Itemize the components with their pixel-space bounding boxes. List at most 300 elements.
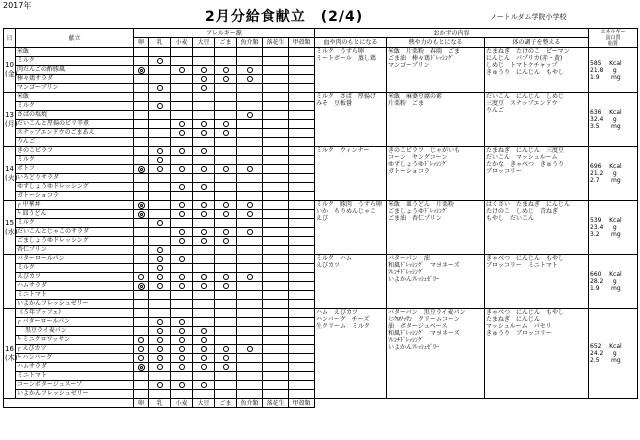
allergen-cell bbox=[134, 111, 149, 120]
allergen-cell bbox=[289, 192, 315, 201]
allergen-cell bbox=[263, 309, 289, 318]
allergen-cell bbox=[289, 120, 315, 129]
allergen-cell bbox=[237, 300, 263, 309]
ingredients-group-header: おかずの内容 bbox=[315, 29, 589, 38]
green-ingredients: たまねぎ たけのこ ピーマン にんじん パプリカ(赤・黄) しめじ トマトケチャップ きゅうり にんじん もやし bbox=[485, 48, 589, 93]
menu-item: ミルク bbox=[16, 102, 134, 111]
green-ingredients: きゃべつ にんじん もやし ブロッコリー ミニトマト bbox=[485, 255, 589, 309]
allergen-cell bbox=[289, 93, 315, 102]
allergen-cell bbox=[263, 372, 289, 381]
allergen-cell bbox=[215, 165, 237, 174]
allergen-cell bbox=[289, 381, 315, 390]
allergen-cell bbox=[289, 57, 315, 66]
menu-item: ごましょうゆドレッシング bbox=[16, 237, 134, 246]
allergen-cell bbox=[149, 309, 171, 318]
day-col-header: 日 bbox=[4, 29, 16, 48]
menu-item: ハムサラダ bbox=[16, 282, 134, 291]
circle-mark bbox=[179, 337, 185, 343]
allergen-cell bbox=[149, 102, 171, 111]
allergen-cell bbox=[193, 300, 215, 309]
menu-item: ゆずしょうゆドレッシング bbox=[16, 183, 134, 192]
circle-mark bbox=[157, 319, 163, 325]
yellow-ingredients: 米飯 皿うどん 片栗粉 ごましょうゆﾄﾞﾚｯｼﾝｸﾞ ごま油 杏仁プリン bbox=[387, 201, 485, 255]
circle-mark bbox=[179, 166, 185, 172]
circle-mark bbox=[157, 103, 163, 109]
allergen-header: 大豆 bbox=[193, 38, 215, 48]
allergen-cell bbox=[193, 282, 215, 291]
circle-mark bbox=[179, 238, 185, 244]
circle-mark bbox=[201, 166, 207, 172]
allergen-cell bbox=[134, 84, 149, 93]
circle-mark bbox=[157, 274, 163, 280]
allergen-cell bbox=[149, 381, 171, 390]
menu-item: ┌ 中華丼 bbox=[16, 201, 134, 210]
double-circle-mark bbox=[138, 211, 145, 218]
day-cell bbox=[4, 255, 16, 309]
allergen-cell bbox=[237, 327, 263, 336]
red-col-header: 血や肉のもとになる bbox=[315, 38, 387, 48]
circle-mark bbox=[223, 229, 229, 235]
circle-mark bbox=[201, 346, 207, 352]
allergen-cell bbox=[149, 174, 171, 183]
allergen-cell bbox=[171, 102, 193, 111]
circle-mark bbox=[201, 328, 207, 334]
circle-mark bbox=[157, 337, 163, 343]
circle-mark bbox=[201, 85, 207, 91]
allergen-cell bbox=[149, 111, 171, 120]
allergen-cell bbox=[193, 336, 215, 345]
allergen-cell bbox=[289, 75, 315, 84]
circle-mark bbox=[157, 157, 163, 163]
allergen-cell bbox=[149, 237, 171, 246]
allergen-cell bbox=[237, 246, 263, 255]
circle-mark bbox=[223, 130, 229, 136]
circle-mark bbox=[138, 355, 144, 361]
allergen-cell bbox=[134, 138, 149, 147]
allergen-cell bbox=[237, 219, 263, 228]
menu-item: └ ミニクロワッサン bbox=[16, 336, 134, 345]
yellow-ingredients: バターパン 黒豆ライ麦パン ﾐﾆｸﾛﾜｯｻﾝ クリームコーン 油 ポタージュベース 和風ﾄﾞﾚｯｼﾝｸﾞ マヨネーズ ﾌﾚﾝﾁﾄﾞﾚｯｼﾝｸﾞ いよかんﾌﾚｯｼｭｾﾞﾘｰ bbox=[387, 309, 485, 399]
allergen-cell bbox=[171, 75, 193, 84]
allergen-cell bbox=[193, 237, 215, 246]
allergen-cell bbox=[215, 273, 237, 282]
allergen-cell bbox=[237, 102, 263, 111]
allergen-footer: ごま bbox=[215, 399, 237, 408]
circle-mark bbox=[223, 67, 229, 73]
allergen-cell bbox=[193, 264, 215, 273]
allergen-cell bbox=[215, 48, 237, 57]
allergen-cell bbox=[149, 75, 171, 84]
allergen-cell bbox=[149, 390, 171, 399]
allergen-cell bbox=[289, 183, 315, 192]
circle-mark bbox=[223, 274, 229, 280]
allergen-cell bbox=[134, 300, 149, 309]
allergen-cell bbox=[215, 111, 237, 120]
green-ingredients: きゃべつ にんじん もやし たまねぎ にんじん マッシュルーム パセリ きゅうり ブロッコリー bbox=[485, 309, 589, 399]
allergen-cell bbox=[149, 219, 171, 228]
allergen-cell bbox=[193, 381, 215, 390]
allergen-cell bbox=[193, 354, 215, 363]
allergen-cell bbox=[134, 246, 149, 255]
allergen-cell bbox=[263, 48, 289, 57]
allergen-cell bbox=[237, 210, 263, 219]
menu-item: ミルク bbox=[16, 57, 134, 66]
allergen-cell bbox=[149, 282, 171, 291]
allergen-cell bbox=[134, 381, 149, 390]
day-cell: 15 (水) bbox=[4, 201, 16, 255]
allergen-cell bbox=[193, 255, 215, 264]
allergen-cell bbox=[149, 372, 171, 381]
allergen-cell bbox=[263, 354, 289, 363]
allergen-cell bbox=[193, 138, 215, 147]
allergen-cell bbox=[289, 327, 315, 336]
allergen-cell bbox=[134, 282, 149, 291]
allergen-cell bbox=[193, 210, 215, 219]
allergen-cell bbox=[215, 210, 237, 219]
allergen-cell bbox=[289, 318, 315, 327]
menu-table bbox=[3, 28, 638, 408]
allergen-cell bbox=[237, 273, 263, 282]
allergen-cell bbox=[263, 390, 289, 399]
allergen-cell bbox=[171, 192, 193, 201]
menu-item: ┌ バターロールパン bbox=[16, 318, 134, 327]
circle-mark bbox=[179, 202, 185, 208]
school-name: ノートルダム学院小学校 bbox=[490, 13, 567, 21]
circle-mark bbox=[179, 229, 185, 235]
allergen-header: 落花生 bbox=[263, 38, 289, 48]
circle-mark bbox=[201, 355, 207, 361]
allergen-footer: 落花生 bbox=[263, 399, 289, 408]
allergen-cell bbox=[289, 156, 315, 165]
allergen-cell bbox=[289, 129, 315, 138]
year-label: 2017年 bbox=[3, 1, 32, 10]
allergen-cell bbox=[134, 201, 149, 210]
allergen-cell bbox=[149, 354, 171, 363]
menu-item: いよかんフレッシュゼリー bbox=[16, 390, 134, 399]
allergen-cell bbox=[215, 219, 237, 228]
allergen-footer: 乳 bbox=[149, 399, 171, 408]
allergen-cell bbox=[171, 309, 193, 318]
allergen-cell bbox=[289, 309, 315, 318]
allergen-cell bbox=[134, 75, 149, 84]
allergen-cell bbox=[149, 120, 171, 129]
allergen-cell bbox=[289, 165, 315, 174]
circle-mark bbox=[157, 247, 163, 253]
allergen-cell bbox=[134, 372, 149, 381]
allergen-cell bbox=[237, 363, 263, 372]
circle-mark bbox=[247, 76, 253, 82]
circle-mark bbox=[157, 265, 163, 271]
allergen-cell bbox=[193, 309, 215, 318]
circle-mark bbox=[223, 76, 229, 82]
allergen-cell bbox=[149, 201, 171, 210]
allergen-cell bbox=[149, 210, 171, 219]
menu-item: 米飯 bbox=[16, 93, 134, 102]
allergen-cell bbox=[171, 273, 193, 282]
allergen-cell bbox=[263, 291, 289, 300]
allergen-cell bbox=[289, 282, 315, 291]
nutrition-values: 539 Kcal 23.4 g 3.2 mg bbox=[589, 201, 638, 255]
allergen-cell bbox=[237, 345, 263, 354]
allergen-cell bbox=[134, 264, 149, 273]
allergen-cell bbox=[171, 372, 193, 381]
double-circle-mark bbox=[138, 202, 145, 209]
allergen-cell bbox=[289, 174, 315, 183]
allergen-cell bbox=[171, 237, 193, 246]
day-cell: 10 (金) bbox=[4, 48, 16, 93]
circle-mark bbox=[201, 130, 207, 136]
allergen-cell bbox=[193, 111, 215, 120]
allergen-cell bbox=[193, 273, 215, 282]
menu-item: きのこピラフ bbox=[16, 147, 134, 156]
allergen-cell bbox=[289, 372, 315, 381]
allergen-cell bbox=[134, 156, 149, 165]
day-cell: 14 (火) bbox=[4, 147, 16, 201]
allergen-cell bbox=[149, 156, 171, 165]
menu-item: ミルク bbox=[16, 219, 134, 228]
allergen-cell bbox=[134, 237, 149, 246]
allergen-cell bbox=[193, 165, 215, 174]
allergen-cell bbox=[237, 48, 263, 57]
allergen-cell bbox=[215, 300, 237, 309]
menu-item: スナップエンドウのごまあえ bbox=[16, 129, 134, 138]
menu-item: 《５年ブッフェ》 bbox=[16, 309, 134, 318]
menu-item: ミルク bbox=[16, 264, 134, 273]
allergen-cell bbox=[193, 390, 215, 399]
allergen-cell bbox=[193, 327, 215, 336]
allergy-group-header: アレルギー源 bbox=[134, 29, 315, 38]
circle-mark bbox=[179, 346, 185, 352]
table-row bbox=[4, 309, 638, 318]
allergen-cell bbox=[171, 48, 193, 57]
footer-row bbox=[4, 399, 638, 408]
circle-mark bbox=[179, 148, 185, 154]
allergen-cell bbox=[171, 93, 193, 102]
allergen-cell bbox=[215, 147, 237, 156]
allergen-cell bbox=[237, 237, 263, 246]
circle-mark bbox=[223, 166, 229, 172]
allergen-header: 甲殻類 bbox=[289, 38, 315, 48]
allergen-cell bbox=[134, 291, 149, 300]
menu-item: ┌ えびカツ bbox=[16, 345, 134, 354]
menu-item: えびカツ bbox=[16, 273, 134, 282]
circle-mark bbox=[157, 346, 163, 352]
allergen-cell bbox=[215, 345, 237, 354]
allergen-cell bbox=[289, 345, 315, 354]
menu-item: ハムサラダ bbox=[16, 363, 134, 372]
table-row bbox=[4, 201, 638, 210]
allergen-footer: 卵 bbox=[134, 399, 149, 408]
circle-mark bbox=[247, 202, 253, 208]
allergen-cell bbox=[289, 84, 315, 93]
allergen-cell bbox=[149, 93, 171, 102]
circle-mark bbox=[179, 283, 185, 289]
allergen-cell bbox=[237, 165, 263, 174]
allergen-cell bbox=[289, 390, 315, 399]
allergen-header: ごま bbox=[215, 38, 237, 48]
circle-mark bbox=[157, 220, 163, 226]
green-col-header: 体の調子を整える bbox=[485, 38, 589, 48]
allergen-cell bbox=[215, 120, 237, 129]
table-row bbox=[4, 147, 638, 156]
circle-mark bbox=[223, 346, 229, 352]
allergen-cell bbox=[193, 174, 215, 183]
allergen-cell bbox=[193, 93, 215, 102]
allergen-cell bbox=[263, 75, 289, 84]
circle-mark bbox=[247, 211, 253, 217]
allergen-cell bbox=[215, 363, 237, 372]
allergen-cell bbox=[237, 111, 263, 120]
allergen-cell bbox=[134, 318, 149, 327]
allergen-cell bbox=[134, 390, 149, 399]
allergen-cell bbox=[134, 129, 149, 138]
allergen-cell bbox=[134, 327, 149, 336]
allergen-footer: 大豆 bbox=[193, 399, 215, 408]
allergen-cell bbox=[149, 183, 171, 192]
allergen-cell bbox=[263, 237, 289, 246]
circle-mark bbox=[201, 382, 207, 388]
allergen-cell bbox=[149, 192, 171, 201]
allergen-cell bbox=[134, 345, 149, 354]
menu-item: いよかんフレッシュゼリー bbox=[16, 300, 134, 309]
allergen-cell bbox=[193, 318, 215, 327]
circle-mark bbox=[179, 67, 185, 73]
menu-item: ミニトマト bbox=[16, 291, 134, 300]
circle-mark bbox=[138, 337, 144, 343]
allergen-cell bbox=[263, 120, 289, 129]
menu-item: いろどりサラダ bbox=[16, 174, 134, 183]
circle-mark bbox=[201, 148, 207, 154]
allergen-cell bbox=[134, 57, 149, 66]
allergen-cell bbox=[215, 138, 237, 147]
allergen-cell bbox=[171, 201, 193, 210]
red-ingredients: ミルク ハム えびカツ bbox=[315, 255, 387, 309]
allergen-cell bbox=[149, 300, 171, 309]
circle-mark bbox=[179, 256, 185, 262]
table-row bbox=[4, 255, 638, 264]
allergen-cell bbox=[149, 138, 171, 147]
allergen-cell bbox=[171, 318, 193, 327]
allergen-cell bbox=[263, 111, 289, 120]
allergen-cell bbox=[149, 246, 171, 255]
allergen-cell bbox=[289, 237, 315, 246]
allergen-cell bbox=[215, 372, 237, 381]
menu-item: だいこんとじゃこのサラダ bbox=[16, 228, 134, 237]
green-ingredients: はくさい たまねぎ にんじん たけのこ しめじ 青ねぎ もやし だいこん bbox=[485, 201, 589, 255]
allergen-header: 卵 bbox=[134, 38, 149, 48]
allergen-cell bbox=[263, 84, 289, 93]
allergen-cell bbox=[289, 48, 315, 57]
allergen-cell bbox=[237, 120, 263, 129]
menu-item: さばの塩焼 bbox=[16, 111, 134, 120]
circle-mark bbox=[157, 166, 163, 172]
nutrition-values: 585 Kcal 21.8 g 1.9 mg bbox=[589, 48, 638, 93]
circle-mark bbox=[157, 328, 163, 334]
allergen-cell bbox=[215, 291, 237, 300]
allergen-cell bbox=[263, 147, 289, 156]
allergen-cell bbox=[237, 75, 263, 84]
allergen-cell bbox=[263, 210, 289, 219]
allergen-cell bbox=[237, 66, 263, 75]
allergen-cell bbox=[193, 345, 215, 354]
circle-mark bbox=[179, 355, 185, 361]
yellow-ingredients: 米飯 片栗粉 春雨 ごま ごま油 棒々鶏ﾄﾞﾚｯｼﾝｸﾞ マンゴープリン bbox=[387, 48, 485, 93]
circle-mark bbox=[247, 67, 253, 73]
allergen-cell bbox=[193, 363, 215, 372]
allergen-cell bbox=[263, 381, 289, 390]
menu-item: 黒豆ライ麦パン bbox=[16, 327, 134, 336]
allergen-cell bbox=[149, 264, 171, 273]
allergen-cell bbox=[171, 327, 193, 336]
allergen-cell bbox=[193, 129, 215, 138]
allergen-cell bbox=[134, 255, 149, 264]
nutrition-values: 652 Kcal 24.2 g 2.5 mg bbox=[589, 309, 638, 399]
allergen-cell bbox=[171, 57, 193, 66]
circle-mark bbox=[201, 211, 207, 217]
allergen-cell bbox=[134, 363, 149, 372]
allergen-header: 乳 bbox=[149, 38, 171, 48]
allergen-cell bbox=[134, 228, 149, 237]
footer-blank bbox=[4, 399, 134, 408]
table-row bbox=[4, 93, 638, 102]
allergen-cell bbox=[263, 246, 289, 255]
allergen-cell bbox=[171, 345, 193, 354]
menu-item: 杏仁プリン bbox=[16, 246, 134, 255]
allergen-cell bbox=[171, 129, 193, 138]
allergen-cell bbox=[215, 75, 237, 84]
red-ingredients: ミルク ウィンナー bbox=[315, 147, 387, 201]
circle-mark bbox=[201, 202, 207, 208]
allergen-cell bbox=[149, 318, 171, 327]
allergen-cell bbox=[215, 57, 237, 66]
circle-mark bbox=[179, 211, 185, 217]
allergen-cell bbox=[134, 192, 149, 201]
circle-mark bbox=[179, 130, 185, 136]
allergen-cell bbox=[263, 300, 289, 309]
allergen-cell bbox=[215, 318, 237, 327]
day-cell: 16 (木) bbox=[4, 309, 16, 399]
menu-item: コーンポタージュスープ bbox=[16, 381, 134, 390]
allergen-cell bbox=[171, 390, 193, 399]
nutrition-header: エネルギー 蛋白質 脂質 bbox=[589, 29, 638, 48]
circle-mark bbox=[223, 211, 229, 217]
allergen-cell bbox=[289, 201, 315, 210]
allergen-cell bbox=[215, 354, 237, 363]
circle-mark bbox=[223, 202, 229, 208]
allergen-cell bbox=[149, 84, 171, 93]
allergen-cell bbox=[134, 219, 149, 228]
allergen-cell bbox=[289, 210, 315, 219]
circle-mark bbox=[157, 58, 163, 64]
allergen-cell bbox=[263, 129, 289, 138]
allergen-cell bbox=[263, 318, 289, 327]
allergen-cell bbox=[149, 363, 171, 372]
allergen-cell bbox=[237, 318, 263, 327]
allergen-cell bbox=[215, 174, 237, 183]
allergen-cell bbox=[215, 201, 237, 210]
allergen-cell bbox=[263, 156, 289, 165]
footer-blank-right bbox=[315, 399, 638, 408]
menu-item: バターロールパン bbox=[16, 255, 134, 264]
allergen-cell bbox=[263, 336, 289, 345]
allergen-cell bbox=[289, 291, 315, 300]
menu-item: 肉だんごの酢豚風 bbox=[16, 66, 134, 75]
allergen-cell bbox=[289, 363, 315, 372]
double-circle-mark bbox=[138, 67, 145, 74]
allergen-cell bbox=[171, 66, 193, 75]
allergen-cell bbox=[171, 336, 193, 345]
allergen-cell bbox=[289, 111, 315, 120]
